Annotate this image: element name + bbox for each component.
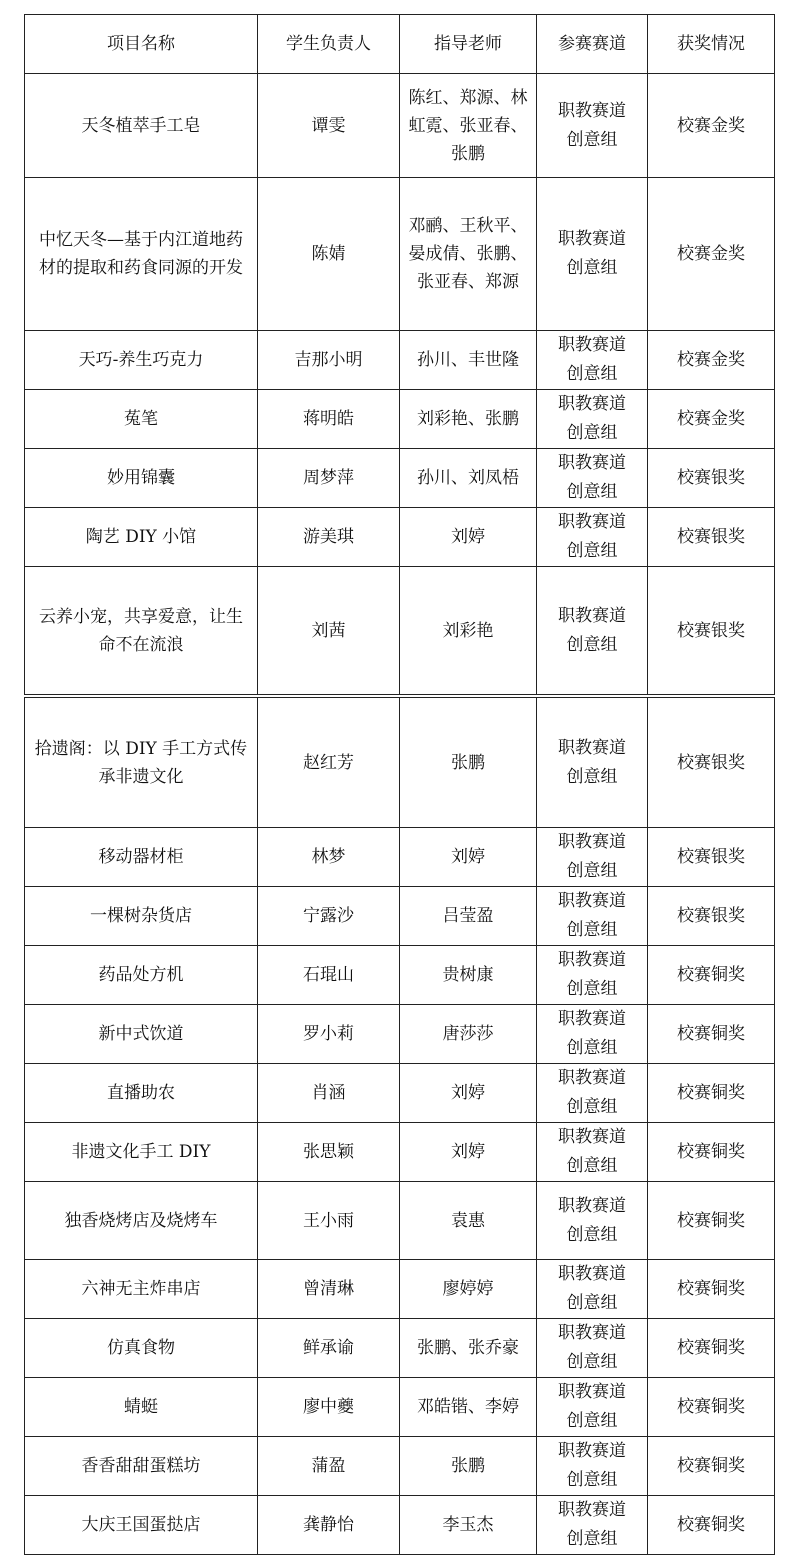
table-row — [25, 331, 775, 390]
table-row — [25, 1260, 775, 1319]
award-cell: 校赛铜奖 — [648, 1182, 775, 1260]
track-line-2: 创意组 — [566, 634, 618, 655]
track-line-1: 职教赛道 — [558, 453, 626, 473]
track-line-2: 创意组 — [566, 1224, 618, 1245]
header-track: 参赛赛道 — [537, 15, 648, 74]
table-row — [25, 508, 775, 567]
track-cell — [537, 508, 648, 567]
advisor-cell: 孙川、刘凤梧 — [400, 449, 537, 508]
track-line-1: 职教赛道 — [558, 1382, 626, 1402]
project-name-cell: 天冬植萃手工皂 — [25, 74, 258, 178]
track-line-1: 职教赛道 — [558, 605, 626, 626]
table-row — [25, 1378, 775, 1437]
project-name-cell: 非遗文化手工 DIY — [25, 1123, 258, 1182]
award-cell: 校赛金奖 — [648, 178, 775, 331]
track-cell — [537, 1064, 648, 1123]
track-line-1: 职教赛道 — [558, 1323, 626, 1343]
table-row — [25, 946, 775, 1005]
award-cell: 校赛铜奖 — [648, 1319, 775, 1378]
project-name-cell: 独香烧烤店及烧烤车 — [25, 1182, 258, 1260]
award-cell: 校赛铜奖 — [648, 1005, 775, 1064]
track-line-1: 职教赛道 — [558, 100, 626, 121]
table-row — [25, 390, 775, 449]
student-lead-cell: 吉那小明 — [258, 331, 400, 390]
table-row — [25, 1182, 775, 1260]
project-name-cell: 直播助农 — [25, 1064, 258, 1123]
award-cell: 校赛银奖 — [648, 449, 775, 508]
awards-table-part-2 — [24, 697, 775, 1555]
project-name-cell: 移动器材柜 — [25, 828, 258, 887]
student-lead-cell: 周梦萍 — [258, 449, 400, 508]
student-lead-cell: 张思颖 — [258, 1123, 400, 1182]
track-cell — [537, 1496, 648, 1555]
award-cell: 校赛银奖 — [648, 567, 775, 695]
advisor-cell: 袁惠 — [400, 1182, 537, 1260]
track-cell — [537, 828, 648, 887]
advisor-cell: 陈红、郑源、林虹霓、张亚春、张鹏 — [400, 74, 537, 178]
track-line-2: 创意组 — [566, 541, 618, 561]
advisor-cell: 李玉杰 — [400, 1496, 537, 1555]
track-cell — [537, 390, 648, 449]
track-cell — [537, 1182, 648, 1260]
student-lead-cell: 陈婧 — [258, 178, 400, 331]
advisor-cell: 廖婷婷 — [400, 1260, 537, 1319]
track-line-1: 职教赛道 — [558, 394, 626, 414]
student-lead-cell: 肖涵 — [258, 1064, 400, 1123]
header-award: 获奖情况 — [648, 15, 775, 74]
track-line-1: 职教赛道 — [558, 1441, 626, 1461]
track-cell — [537, 74, 648, 178]
awards-table-part-1 — [24, 14, 775, 695]
student-lead-cell: 龚静怡 — [258, 1496, 400, 1555]
track-cell — [537, 946, 648, 1005]
advisor-cell: 刘彩艳 — [400, 567, 537, 695]
header-row — [25, 15, 775, 74]
student-lead-cell: 石琨山 — [258, 946, 400, 1005]
advisor-cell: 孙川、丰世隆 — [400, 331, 537, 390]
student-lead-cell: 罗小莉 — [258, 1005, 400, 1064]
table-row — [25, 1123, 775, 1182]
track-cell — [537, 1123, 648, 1182]
award-cell: 校赛银奖 — [648, 698, 775, 828]
track-line-2: 创意组 — [566, 129, 618, 150]
student-lead-cell: 赵红芳 — [258, 698, 400, 828]
advisor-cell: 刘婷 — [400, 508, 537, 567]
track-cell — [537, 887, 648, 946]
award-cell: 校赛银奖 — [648, 508, 775, 567]
project-name-cell: 大庆王国蛋挞店 — [25, 1496, 258, 1555]
track-line-2: 创意组 — [566, 364, 618, 384]
table-row — [25, 1496, 775, 1555]
track-line-1: 职教赛道 — [558, 832, 626, 852]
project-name-cell: 药品处方机 — [25, 946, 258, 1005]
track-line-1: 职教赛道 — [558, 1195, 626, 1216]
track-line-1: 职教赛道 — [558, 1009, 626, 1029]
student-lead-cell: 蒋明皓 — [258, 390, 400, 449]
project-name-cell: 拾遗阁：以 DIY 手工方式传承非遗文化 — [25, 698, 258, 828]
advisor-cell: 张鹏 — [400, 1437, 537, 1496]
project-name-cell: 妙用锦囊 — [25, 449, 258, 508]
student-lead-cell: 廖中夔 — [258, 1378, 400, 1437]
advisor-cell: 刘婷 — [400, 1064, 537, 1123]
award-cell: 校赛金奖 — [648, 74, 775, 178]
track-cell — [537, 178, 648, 331]
table-row — [25, 698, 775, 828]
award-cell: 校赛金奖 — [648, 390, 775, 449]
track-line-2: 创意组 — [566, 1352, 618, 1372]
track-line-2: 创意组 — [566, 1156, 618, 1176]
award-cell: 校赛铜奖 — [648, 1437, 775, 1496]
track-line-1: 职教赛道 — [558, 1127, 626, 1147]
track-cell — [537, 1319, 648, 1378]
award-cell: 校赛铜奖 — [648, 1064, 775, 1123]
award-cell: 校赛铜奖 — [648, 946, 775, 1005]
header-project-name: 项目名称 — [25, 15, 258, 74]
track-line-2: 创意组 — [566, 482, 618, 502]
student-lead-cell: 刘茜 — [258, 567, 400, 695]
award-cell: 校赛铜奖 — [648, 1123, 775, 1182]
project-name-cell: 蜻蜓 — [25, 1378, 258, 1437]
track-line-2: 创意组 — [566, 423, 618, 443]
track-line-2: 创意组 — [566, 979, 618, 999]
advisor-cell: 刘婷 — [400, 828, 537, 887]
project-name-cell: 一棵树杂货店 — [25, 887, 258, 946]
student-lead-cell: 鲜承谕 — [258, 1319, 400, 1378]
track-cell — [537, 698, 648, 828]
track-line-2: 创意组 — [566, 920, 618, 940]
student-lead-cell: 曾清琳 — [258, 1260, 400, 1319]
header-advisor: 指导老师 — [400, 15, 537, 74]
header-student-lead: 学生负责人 — [258, 15, 400, 74]
track-line-2: 创意组 — [566, 861, 618, 881]
track-line-2: 创意组 — [566, 1038, 618, 1058]
advisor-cell: 刘彩艳、张鹏 — [400, 390, 537, 449]
track-cell — [537, 1260, 648, 1319]
advisor-cell: 邓鹂、王秋平、晏成倩、张鹏、张亚春、郑源 — [400, 178, 537, 331]
track-line-2: 创意组 — [566, 258, 618, 278]
advisor-cell: 张鹏、张乔豪 — [400, 1319, 537, 1378]
table-row — [25, 449, 775, 508]
student-lead-cell: 蒲盈 — [258, 1437, 400, 1496]
student-lead-cell: 宁露沙 — [258, 887, 400, 946]
award-cell: 校赛铜奖 — [648, 1260, 775, 1319]
advisor-cell: 唐莎莎 — [400, 1005, 537, 1064]
award-cell: 校赛铜奖 — [648, 1378, 775, 1437]
project-name-cell: 云养小宠，共享爱意，让生命不在流浪 — [25, 567, 258, 695]
track-line-2: 创意组 — [566, 1529, 618, 1549]
track-line-1: 职教赛道 — [558, 512, 626, 532]
track-cell — [537, 567, 648, 695]
project-name-cell: 仿真食物 — [25, 1319, 258, 1378]
track-cell — [537, 1005, 648, 1064]
project-name-cell: 香香甜甜蛋糕坊 — [25, 1437, 258, 1496]
table-row — [25, 1319, 775, 1378]
table-row — [25, 74, 775, 178]
student-lead-cell: 林梦 — [258, 828, 400, 887]
track-line-1: 职教赛道 — [558, 229, 626, 249]
project-name-cell: 天巧-养生巧克力 — [25, 331, 258, 390]
track-cell — [537, 1437, 648, 1496]
track-line-1: 职教赛道 — [558, 737, 626, 758]
track-line-1: 职教赛道 — [558, 950, 626, 970]
table-row — [25, 178, 775, 331]
project-name-cell: 新中式饮道 — [25, 1005, 258, 1064]
track-line-1: 职教赛道 — [558, 1264, 626, 1284]
track-line-2: 创意组 — [566, 766, 618, 787]
project-name-cell: 中忆天冬—基于内江道地药材的提取和药食同源的开发 — [25, 178, 258, 331]
student-lead-cell: 王小雨 — [258, 1182, 400, 1260]
track-line-1: 职教赛道 — [558, 1068, 626, 1088]
advisor-cell: 贵树康 — [400, 946, 537, 1005]
student-lead-cell: 谭雯 — [258, 74, 400, 178]
advisor-cell: 邓皓锴、李婷 — [400, 1378, 537, 1437]
advisor-cell: 吕莹盈 — [400, 887, 537, 946]
advisor-cell: 张鹏 — [400, 698, 537, 828]
track-line-2: 创意组 — [566, 1470, 618, 1490]
table-row — [25, 828, 775, 887]
track-cell — [537, 331, 648, 390]
track-line-1: 职教赛道 — [558, 335, 626, 355]
track-line-2: 创意组 — [566, 1293, 618, 1313]
advisor-cell: 刘婷 — [400, 1123, 537, 1182]
track-line-2: 创意组 — [566, 1097, 618, 1117]
table-row — [25, 567, 775, 695]
table-row — [25, 1064, 775, 1123]
track-line-1: 职教赛道 — [558, 891, 626, 911]
table-row — [25, 1005, 775, 1064]
track-cell — [537, 1378, 648, 1437]
award-cell: 校赛银奖 — [648, 887, 775, 946]
award-cell: 校赛金奖 — [648, 331, 775, 390]
project-name-cell: 菟笔 — [25, 390, 258, 449]
track-cell — [537, 449, 648, 508]
project-name-cell: 陶艺 DIY 小馆 — [25, 508, 258, 567]
table-row — [25, 887, 775, 946]
track-line-2: 创意组 — [566, 1411, 618, 1431]
table-row — [25, 1437, 775, 1496]
award-cell: 校赛铜奖 — [648, 1496, 775, 1555]
award-cell: 校赛银奖 — [648, 828, 775, 887]
track-line-1: 职教赛道 — [558, 1500, 626, 1520]
project-name-cell: 六神无主炸串店 — [25, 1260, 258, 1319]
student-lead-cell: 游美琪 — [258, 508, 400, 567]
